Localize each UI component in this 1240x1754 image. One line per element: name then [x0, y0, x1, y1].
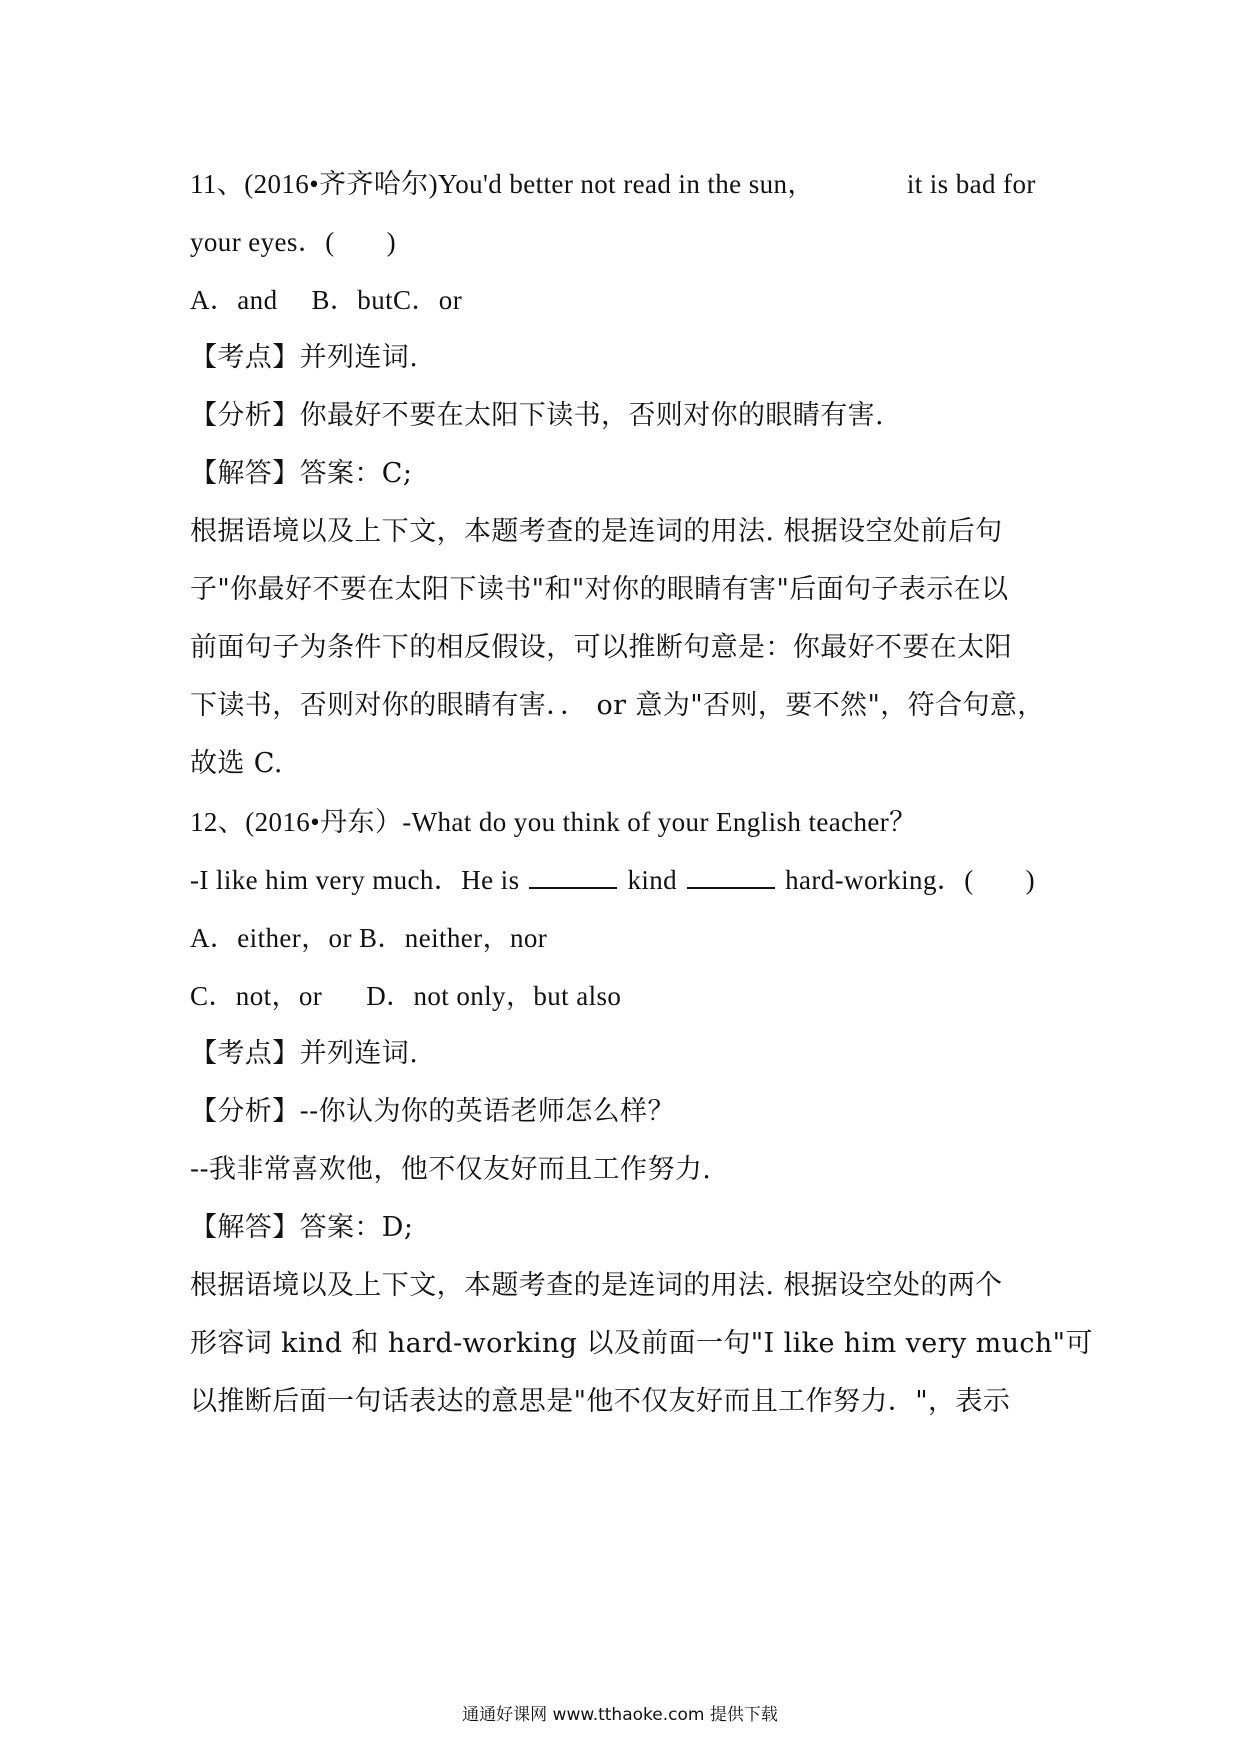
- q12-analysis-text-1: --你认为你的英语老师怎么样？: [299, 1096, 675, 1127]
- q11-point: [190, 338, 1060, 378]
- q11-explain-line-2: 子"你最好不要在太阳下读书"和"对你的眼睛有害"后面句子表示在以: [190, 574, 1009, 605]
- q11-explain-line-3: 前面句子为条件下的相反假设，可以推断句意是：你最好不要在太阳: [190, 632, 1012, 663]
- q12-answer-paren: ): [1025, 865, 1036, 895]
- q11-analysis: [190, 396, 1060, 436]
- q12-blank-1: [529, 865, 617, 889]
- q12-answer-text: 答案：D;: [299, 1212, 414, 1243]
- q12-analysis: [190, 1092, 1060, 1132]
- q11-stem-text-tail: it is bad for: [906, 169, 1036, 199]
- q11-analysis-label: 【分析】: [190, 400, 300, 431]
- q11-answer-paren: ): [386, 227, 397, 257]
- q11-stem-line1: [190, 164, 1060, 204]
- q12-analysis-line-2: --我非常喜欢他，他不仅友好而且工作努力.: [190, 1154, 712, 1185]
- q12-stem-line1: 12、(2016•丹东）-What do you think of your English teacher？: [190, 807, 917, 837]
- q11-explain-line-5: 故选 C.: [190, 748, 283, 779]
- q11-answer: [190, 454, 1060, 494]
- q11-explain-line-1: 根据语境以及上下文，本题考查的是连词的用法. 根据设空处前后句: [190, 516, 1003, 547]
- q11-point-text: 并列连词.: [299, 342, 419, 373]
- q12-analysis-label: 【分析】: [190, 1096, 300, 1127]
- q11-analysis-text: 你最好不要在太阳下读书，否则对你的眼睛有害.: [299, 400, 884, 431]
- q12-answer-label: 【解答】: [190, 1212, 300, 1243]
- q12-stem-kind: kind: [627, 865, 678, 895]
- q12-point: [190, 1034, 1060, 1074]
- q12-stem-text: -I like him very much．He is: [190, 865, 520, 895]
- q12-options-row1: [190, 918, 1060, 958]
- q11-answer-label: 【解答】: [190, 458, 300, 489]
- q11-stem-line2: [190, 222, 1060, 262]
- q12-options-row2: [190, 976, 1060, 1016]
- q12-point-text: 并列连词.: [299, 1038, 419, 1069]
- q11-options: [190, 280, 1060, 320]
- q11-explain-line-4: 下读书，否则对你的眼睛有害．． or 意为"否则，要不然"，符合句意，: [190, 690, 1045, 721]
- q12-option-ab: A．either，or B．neither，nor: [190, 923, 548, 953]
- q12-option-d: D．not only，but also: [366, 981, 622, 1011]
- q11-point-label: 【考点】: [190, 342, 300, 373]
- q12-stem-tail: hard-working．(: [785, 865, 974, 895]
- q11-answer-text: 答案：C;: [299, 458, 413, 489]
- q11-stem-text: 11、(2016•齐齐哈尔)You'd better not read in the sun，: [190, 169, 815, 199]
- q12-option-c: C．not，or: [190, 981, 323, 1011]
- q12-explain-line-1: 根据语境以及上下文，本题考查的是连词的用法. 根据设空处的两个: [190, 1270, 1003, 1301]
- q12-explain-line-2: 形容词 kind 和 hard-working 以及前面一句"I like him very much"可: [190, 1328, 1093, 1359]
- q12-stem-line2: [190, 860, 1060, 900]
- q12-blank-2: [687, 865, 775, 889]
- q11-stem-text-cont: your eyes．(: [190, 227, 335, 257]
- q12-point-label: 【考点】: [190, 1038, 300, 1069]
- q12-explain-line-3: 以推断后面一句话表达的意思是"他不仅友好而且工作努力．"，表示: [190, 1386, 1011, 1417]
- q11-option-a: A．and: [190, 285, 278, 315]
- page-footer: 通通好课网 www.tthaoke.com 提供下载: [462, 1705, 778, 1725]
- q11-option-bc: B．butC．or: [311, 285, 463, 315]
- q12-answer: [190, 1208, 1060, 1248]
